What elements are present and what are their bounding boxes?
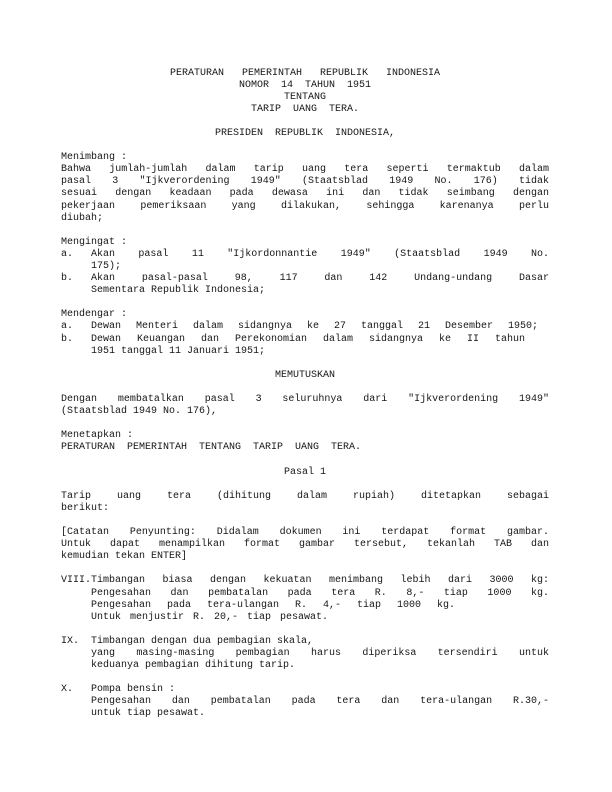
item-viii-line: Pengesahan dan pembatalan pada tera R. 8,- tiap 1000 kg. [91,587,549,599]
pasal-1-heading: Pasal 1 [283,466,326,478]
memutuskan-heading: MEMUTUSKAN [274,369,335,381]
doc-title-line-2: NOMOR 14 TAHUN 1951 [238,79,372,91]
blank-line [61,358,549,370]
mendengar-item-a: a. Dewan Menteri dalam sidangnya ke 27 tanggal 21 Desember 1950; [61,321,539,333]
item-viii: VIII. Timbangan biasa dengan kekuatan menimbang lebih dari 3000 kg: [61,575,549,587]
list-item-label: X. [61,684,74,696]
menimbang-body-line: sesuai dengan keadaan pada dewasa ini dan tidak seimbang dengan [61,188,549,200]
list-item-label: VIII. [61,575,92,587]
blank-line [61,382,549,394]
presiden-heading: PRESIDEN REPUBLIK INDONESIA, [214,127,396,139]
mendengar-item-b-cont: 1951 tanggal 11 Januari 1951; [91,345,266,357]
item-x: X. Pompa bensin : [61,684,176,696]
item-x-line: Pengesahan dan pembatalan pada tera dan tera-ulangan R.30,- [91,696,549,708]
editor-note-line: Untuk dapat menampilkan format gambar tersebut, tekanlah TAB dan [61,539,549,551]
list-item-label: b. [61,273,74,285]
list-item-label: a. [61,321,74,333]
mengingat-item-a: a. Akan pasal 11 "Ijkordonnantie 1949" (Staatsblad 1949 No. [61,248,549,260]
list-item-label: IX. [61,635,80,647]
mengingat-item-b: b. Akan pasal-pasal 98, 117 dan 142 Undang-undang Dasar [61,273,549,285]
doc-title-line-4: TARIP UANG TERA. [250,103,360,115]
item-ix-line: yang masing-masing pembagian harus diperiksa tersendiri untuk [91,648,549,659]
mengingat-item-a-cont: 175); [91,261,122,272]
blank-line [61,624,549,636]
doc-title-line-1: PERATURAN PEMERINTAH REPUBLIK INDONESIA [169,67,441,79]
list-item-label: a. [61,248,74,260]
memutuskan-body-line: Dengan membatalkan pasal 3 seluruhnya dari "Ijkverordening 1949" [61,394,549,406]
menimbang-body-line: diubah; [61,212,104,224]
menimbang-body-line: Bahwa jumlah-jumlah dalam tarip uang tera seperti termaktub dalam [61,164,549,176]
menetapkan-title: PERATURAN PEMERINTAH TENTANG TARIP UANG TERA. [61,442,362,454]
editor-note-line: kemudian tekan ENTER] [61,551,188,563]
item-viii-line: Pengesahan pada tera-ulangan R. 4,- tiap 1000 kg. [91,599,456,611]
mendengar-label: Mendengar : [61,309,128,321]
blank-line [61,515,549,527]
blank-line [61,116,549,128]
menetapkan-label: Menetapkan : [61,430,134,442]
pasal-1-intro-line: Tarip uang tera (dihitung dalam rupiah) ditetapkan sebagai [61,490,549,502]
blank-line [61,455,549,467]
blank-line [61,297,549,309]
memutuskan-body-line: (Staatsblad 1949 No. 176), [61,406,218,418]
editor-note-line: [Catatan Penyunting: Didalam dokumen ini terdapat format gambar. [61,527,549,539]
menimbang-body-line: pekerjaan pemeriksaan yang dilakukan, sehingga karenanya perlu [61,200,549,212]
blank-line [61,418,549,430]
menimbang-body-line: pasal 3 "Ijkverordening 1949" (Staatsblad 1949 No. 176) tidak [61,176,549,188]
blank-line [61,672,549,684]
mendengar-item-b: b. Dewan Keuangan dan Perekonomian dalam sidangnya ke II tahun [61,333,526,345]
blank-line [61,140,549,152]
doc-title-line-3: TENTANG [283,91,326,103]
pasal-1-intro-line: berikut: [61,502,110,514]
item-x-line: untuk tiap pesawat. [91,708,206,720]
blank-line [61,563,549,575]
blank-line [61,479,549,491]
blank-line [61,225,549,237]
mengingat-item-b-cont: Sementara Republik Indonesia; [91,285,266,297]
list-item-label: b. [61,333,74,345]
menimbang-label: Menimbang : [61,152,128,164]
item-ix-line: keduanya pembagian dihitung tarip. [91,660,296,672]
item-ix: IX. Timbangan dengan dua pembagian skala, [61,635,314,647]
item-viii-line: Untuk menjustir R. 20,- tiap pesawat. [91,611,329,623]
mengingat-label: Mengingat : [61,236,128,248]
